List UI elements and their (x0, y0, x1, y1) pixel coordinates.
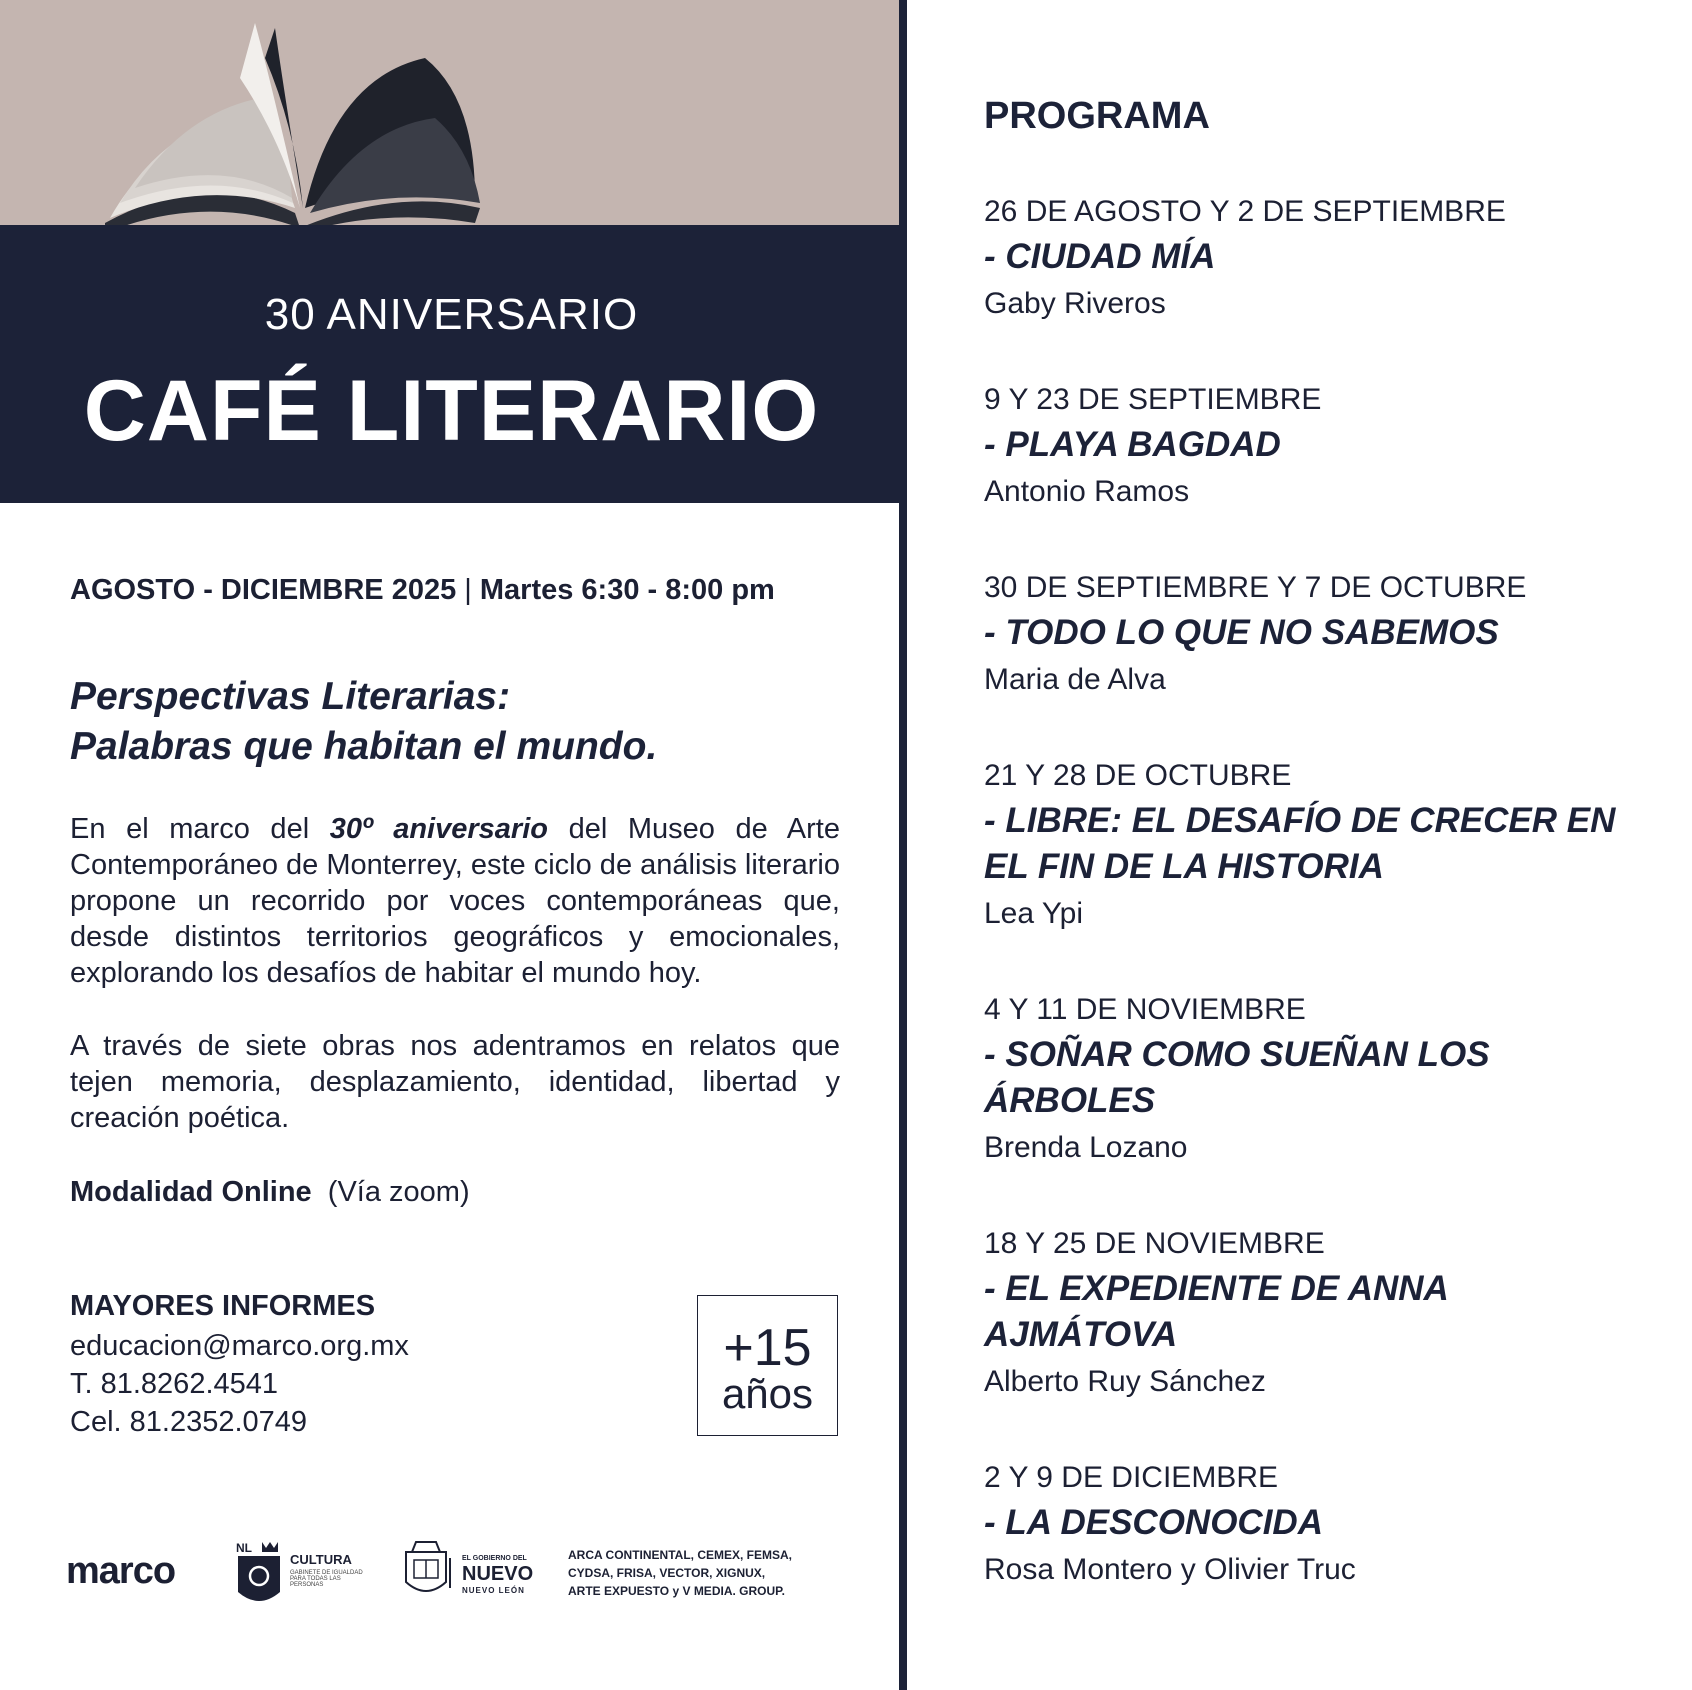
modality (70, 1176, 470, 1209)
schedule-dates: AGOSTO - DICIEMBRE 2025 (70, 574, 457, 606)
program-title: PROGRAMA (984, 95, 1210, 137)
tagline-line-2: Palabras que habitan el mundo. (70, 725, 658, 768)
tagline-line-1: Perspectivas Literarias: (70, 675, 511, 718)
description-paragraph-2: A través de siete obras nos adentramos en relatos que tejen memoria, desplazamiento, identidad, libertad y creación poética. (70, 1030, 840, 1134)
event-date: 21 Y 28 DE OCTUBRE (984, 759, 1292, 792)
event-author: Maria de Alva (984, 663, 1166, 696)
event-subtitle: 30 ANIVERSARIO (264, 290, 639, 339)
program-event (984, 992, 1624, 1166)
event-book-title: - LA DESCONOCIDA (984, 1503, 1323, 1542)
event-date: 26 DE AGOSTO Y 2 DE SEPTIEMBRE (984, 195, 1506, 228)
event-author: Antonio Ramos (984, 475, 1190, 508)
event-book-title: - EL EXPEDIENTE DE ANNA AJMÁTOVA (984, 1269, 1448, 1354)
event-book-title: - PLAYA BAGDAD (984, 425, 1281, 464)
event-date: 2 Y 9 DE DICIEMBRE (984, 1461, 1278, 1494)
open-book-illustration (95, 18, 535, 225)
cultura-logo-sub: GABINETE DE IGUALDAD PARA TODAS LAS PERSONAS (290, 1570, 363, 1588)
schedule-time: Martes 6:30 - 8:00 pm (479, 574, 775, 606)
event-book-title: - CIUDAD MÍA (984, 237, 1216, 276)
event-book-title: - TODO LO QUE NO SABEMOS (984, 613, 1499, 652)
sponsor-logos (0, 1530, 903, 1610)
description-p1-bold: 30º aniversario (329, 813, 548, 845)
event-date: 4 Y 11 DE NOVIEMBRE (984, 993, 1306, 1026)
contact-phone[interactable]: T. 81.8262.4541 (70, 1368, 279, 1400)
event-title: CAFÉ LITERARIO (83, 363, 820, 459)
program-event (984, 1226, 1624, 1400)
event-date: 30 DE SEPTIEMBRE Y 7 DE OCTUBRE (984, 571, 1527, 604)
nl-crest-icon (236, 1540, 282, 1610)
nuevo-leon-seal-icon (398, 1538, 454, 1604)
event-author: Rosa Montero y Olivier Truc (984, 1553, 1356, 1586)
event-book-title: - LIBRE: EL DESAFÍO DE CRECER EN EL FIN DE LA HISTORIA (984, 801, 1616, 886)
tagline (70, 672, 657, 772)
contact-heading: MAYORES INFORMES (70, 1290, 376, 1322)
age-rating-word: años (721, 1370, 814, 1417)
schedule-separator: | (456, 574, 480, 606)
sponsors-line-2: CYDSA, FRISA, VECTOR, XIGNUX, (568, 1566, 766, 1580)
description-p1-end: del Museo de Arte Contemporáneo de Monterrey, este ciclo de análisis literario propone un recorrido por voces contemporáneas que, desde distintos territorios geográficos y emocionales, explorando los desafíos de habitar el mundo hoy. (70, 813, 840, 989)
age-rating-badge (697, 1295, 838, 1436)
event-date: 9 Y 23 DE SEPTIEMBRE (984, 383, 1322, 416)
event-author: Brenda Lozano (984, 1131, 1188, 1164)
description-paragraph-1 (70, 811, 840, 991)
column-divider (899, 0, 907, 1690)
gobierno-logo-big: NUEVO (462, 1563, 534, 1585)
event-author: Alberto Ruy Sánchez (984, 1365, 1266, 1398)
schedule-line (70, 574, 775, 607)
program-event (984, 570, 1624, 698)
program-event (984, 194, 1624, 322)
nl-crest-text: NL (236, 1541, 252, 1555)
gobierno-logo-small: EL GOBIERNO DEL (462, 1555, 527, 1562)
description-p1-start: En el marco del (70, 813, 330, 845)
contact-email[interactable]: educacion@marco.org.mx (70, 1330, 409, 1362)
event-book-title: - SOÑAR COMO SUEÑAN LOS ÁRBOLES (984, 1035, 1490, 1120)
modality-label: Modalidad Online (70, 1176, 312, 1208)
sponsors-text (568, 1546, 868, 1600)
gobierno-logo-sub: NUEVO LEÓN (462, 1586, 525, 1595)
event-author: Gaby Riveros (984, 287, 1166, 320)
program-event (984, 382, 1624, 510)
age-rating-number: +15 (723, 1319, 812, 1377)
cultura-logo: CULTURA (290, 1552, 352, 1567)
contact-cell[interactable]: Cel. 81.2352.0749 (70, 1406, 308, 1438)
sponsors-line-3: ARTE EXPUESTO y V MEDIA. GROUP. (568, 1584, 785, 1598)
modality-detail: (Vía zoom) (327, 1176, 470, 1208)
marco-logo: marco (66, 1550, 176, 1592)
event-author: Lea Ypi (984, 897, 1083, 930)
program-event (984, 758, 1624, 932)
sponsors-line-1: ARCA CONTINENTAL, CEMEX, FEMSA, (568, 1548, 792, 1562)
event-date: 18 Y 25 DE NOVIEMBRE (984, 1227, 1325, 1260)
header-image-band (0, 0, 903, 225)
program-event (984, 1460, 1624, 1588)
